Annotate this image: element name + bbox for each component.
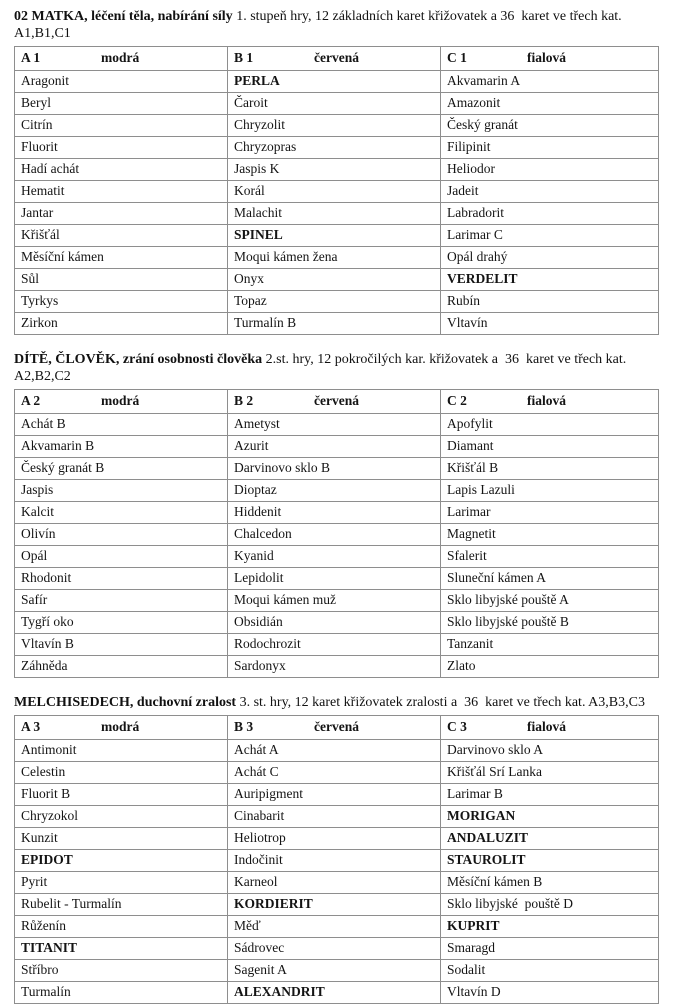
mineral-cell: Měsíční kámen <box>15 247 228 269</box>
mineral-cell: Chalcedon <box>228 524 441 546</box>
mineral-cell: Obsidián <box>228 612 441 634</box>
mineral-cell: Heliodor <box>441 159 659 181</box>
mineral-cell: Rodochrozit <box>228 634 441 656</box>
mineral-cell: Kunzit <box>15 828 228 850</box>
column-header-c2 <box>441 390 659 414</box>
mineral-cell: KORDIERIT <box>228 894 441 916</box>
mineral-cell: SPINEL <box>228 225 441 247</box>
mineral-cell: Moqui kámen žena <box>228 247 441 269</box>
mineral-cell: Sagenit A <box>228 960 441 982</box>
mineral-cell: Záhněda <box>15 656 228 678</box>
mineral-cell: Sardonyx <box>228 656 441 678</box>
mineral-cell: Měsíční kámen B <box>441 872 659 894</box>
mineral-cell: Diamant <box>441 436 659 458</box>
section-dite-clovek <box>14 351 663 678</box>
column-code: C 1 <box>447 50 467 65</box>
column-color: fialová <box>527 50 566 65</box>
mineral-cell: STAUROLIT <box>441 850 659 872</box>
mineral-cell: Sádrovec <box>228 938 441 960</box>
column-color: fialová <box>527 393 566 408</box>
column-color: červená <box>314 719 359 734</box>
category-table-2 <box>14 389 659 678</box>
mineral-cell: Růženín <box>15 916 228 938</box>
mineral-cell: Český granát <box>441 115 659 137</box>
mineral-cell: Hadí achát <box>15 159 228 181</box>
mineral-cell: Lapis Lazuli <box>441 480 659 502</box>
mineral-cell: Jadeit <box>441 181 659 203</box>
category-table-3 <box>14 715 659 1004</box>
mineral-cell: Karneol <box>228 872 441 894</box>
section-title-bold: MELCHISEDECH, duchovní zralost <box>14 695 237 710</box>
column-code: B 2 <box>234 393 254 408</box>
mineral-cell: Křišťál B <box>441 458 659 480</box>
column-color: červená <box>314 50 359 65</box>
table-row <box>15 850 659 872</box>
table-row <box>15 269 659 291</box>
mineral-cell: Safír <box>15 590 228 612</box>
table-row <box>15 203 659 225</box>
mineral-cell: Tyrkys <box>15 291 228 313</box>
table-row <box>15 137 659 159</box>
table-row <box>15 590 659 612</box>
table-row <box>15 916 659 938</box>
mineral-cell: Hematit <box>15 181 228 203</box>
table-row <box>15 436 659 458</box>
mineral-cell: Korál <box>228 181 441 203</box>
mineral-cell: ALEXANDRIT <box>228 982 441 1004</box>
mineral-cell: Sklo libyjské pouště B <box>441 612 659 634</box>
mineral-cell: Jantar <box>15 203 228 225</box>
mineral-cell: Cinabarit <box>228 806 441 828</box>
table-row <box>15 894 659 916</box>
column-color: fialová <box>527 719 566 734</box>
mineral-cell: Ametyst <box>228 414 441 436</box>
mineral-cell: Larimar B <box>441 784 659 806</box>
mineral-cell: Zlato <box>441 656 659 678</box>
mineral-cell: MORIGAN <box>441 806 659 828</box>
mineral-cell: Labradorit <box>441 203 659 225</box>
header-row <box>15 47 659 71</box>
mineral-cell: Akvamarin B <box>15 436 228 458</box>
column-code: A 2 <box>21 393 41 408</box>
table-row <box>15 458 659 480</box>
table-row <box>15 93 659 115</box>
section-title <box>14 694 663 711</box>
mineral-cell: Heliotrop <box>228 828 441 850</box>
mineral-cell: Onyx <box>228 269 441 291</box>
mineral-cell: Turmalín B <box>228 313 441 335</box>
table-row <box>15 806 659 828</box>
mineral-cell: VERDELIT <box>441 269 659 291</box>
column-header-c1 <box>441 47 659 71</box>
mineral-cell: Kyanid <box>228 546 441 568</box>
section-title-bold: DÍTĚ, ČLOVĚK, zrání osobnosti člověka <box>14 352 263 367</box>
section-title-bold: 02 MATKA, léčení těla, nabírání síly <box>14 9 233 24</box>
column-header-b3 <box>228 716 441 740</box>
mineral-cell: Vltavín B <box>15 634 228 656</box>
mineral-cell: Beryl <box>15 93 228 115</box>
mineral-cell: Fluorit B <box>15 784 228 806</box>
mineral-cell: Čaroit <box>228 93 441 115</box>
section-melchisedech <box>14 694 663 1004</box>
table-row <box>15 247 659 269</box>
category-table-1 <box>14 46 659 335</box>
column-color: červená <box>314 393 359 408</box>
table-row <box>15 225 659 247</box>
table-row <box>15 291 659 313</box>
mineral-cell: Rhodonit <box>15 568 228 590</box>
column-header-c3 <box>441 716 659 740</box>
table-row <box>15 313 659 335</box>
mineral-cell: EPIDOT <box>15 850 228 872</box>
section-title <box>14 8 663 42</box>
mineral-cell: Antimonit <box>15 740 228 762</box>
column-color: modrá <box>101 719 140 734</box>
mineral-cell: Pyrit <box>15 872 228 894</box>
column-header-b1 <box>228 47 441 71</box>
mineral-cell: Kalcit <box>15 502 228 524</box>
mineral-cell: Sodalit <box>441 960 659 982</box>
mineral-cell: Darvinovo sklo B <box>228 458 441 480</box>
mineral-cell: Rubín <box>441 291 659 313</box>
table-row <box>15 740 659 762</box>
table-row <box>15 115 659 137</box>
mineral-cell: Turmalín <box>15 982 228 1004</box>
table-row <box>15 546 659 568</box>
section-title <box>14 351 663 385</box>
table-row <box>15 159 659 181</box>
mineral-cell: Tanzanit <box>441 634 659 656</box>
mineral-cell: Achát B <box>15 414 228 436</box>
mineral-cell: Amazonit <box>441 93 659 115</box>
mineral-cell: Zirkon <box>15 313 228 335</box>
mineral-cell: Chryzokol <box>15 806 228 828</box>
table-row <box>15 634 659 656</box>
mineral-cell: Filipinit <box>441 137 659 159</box>
mineral-cell: ANDALUZIT <box>441 828 659 850</box>
table-row <box>15 480 659 502</box>
mineral-cell: Azurit <box>228 436 441 458</box>
mineral-cell: Křišťál Srí Lanka <box>441 762 659 784</box>
mineral-cell: Apofylit <box>441 414 659 436</box>
table-row <box>15 762 659 784</box>
column-code: B 1 <box>234 50 254 65</box>
column-code: B 3 <box>234 719 254 734</box>
mineral-cell: Rubelit - Turmalín <box>15 894 228 916</box>
table-row <box>15 656 659 678</box>
section-title-rest: 3. st. hry, 12 karet křižovatek zralosti a 36 karet ve třech kat. A3,B3,C3 <box>236 695 645 710</box>
section-matka <box>14 8 663 335</box>
mineral-cell: Sklo libyjské pouště D <box>441 894 659 916</box>
column-color: modrá <box>101 50 140 65</box>
mineral-cell: Darvinovo sklo A <box>441 740 659 762</box>
mineral-cell: Dioptaz <box>228 480 441 502</box>
header-row <box>15 390 659 414</box>
mineral-cell: Český granát B <box>15 458 228 480</box>
mineral-cell: Larimar C <box>441 225 659 247</box>
mineral-cell: PERLA <box>228 71 441 93</box>
column-code: A 1 <box>21 50 41 65</box>
mineral-cell: KUPRIT <box>441 916 659 938</box>
table-row <box>15 502 659 524</box>
mineral-cell: Stříbro <box>15 960 228 982</box>
section-title-rest: 2.st. hry, 12 pokročilých kar. křižovatek a 36 karet ve třech kat. A2,B2,C2 <box>14 352 630 384</box>
column-header-a2 <box>15 390 228 414</box>
mineral-cell: TITANIT <box>15 938 228 960</box>
mineral-cell: Smaragd <box>441 938 659 960</box>
mineral-cell: Sluneční kámen A <box>441 568 659 590</box>
table-row <box>15 960 659 982</box>
mineral-cell: Topaz <box>228 291 441 313</box>
column-color: modrá <box>101 393 140 408</box>
mineral-cell: Achát C <box>228 762 441 784</box>
table-row <box>15 414 659 436</box>
mineral-cell: Sklo libyjské pouště A <box>441 590 659 612</box>
mineral-cell: Jaspis <box>15 480 228 502</box>
mineral-cell: Sůl <box>15 269 228 291</box>
mineral-cell: Fluorit <box>15 137 228 159</box>
mineral-cell: Tygří oko <box>15 612 228 634</box>
table-row <box>15 938 659 960</box>
mineral-cell: Vltavín D <box>441 982 659 1004</box>
mineral-cell: Hiddenit <box>228 502 441 524</box>
mineral-cell: Měď <box>228 916 441 938</box>
mineral-cell: Opál drahý <box>441 247 659 269</box>
column-header-a3 <box>15 716 228 740</box>
mineral-cell: Opál <box>15 546 228 568</box>
column-header-b2 <box>228 390 441 414</box>
mineral-cell: Lepidolit <box>228 568 441 590</box>
mineral-cell: Chryzopras <box>228 137 441 159</box>
column-code: C 2 <box>447 393 467 408</box>
mineral-cell: Citrín <box>15 115 228 137</box>
column-header-a1 <box>15 47 228 71</box>
table-row <box>15 872 659 894</box>
table-row <box>15 71 659 93</box>
mineral-cell: Sfalerit <box>441 546 659 568</box>
mineral-cell: Moqui kámen muž <box>228 590 441 612</box>
mineral-cell: Malachit <box>228 203 441 225</box>
table-row <box>15 568 659 590</box>
table-row <box>15 612 659 634</box>
mineral-cell: Aragonit <box>15 71 228 93</box>
mineral-cell: Auripigment <box>228 784 441 806</box>
section-title-rest: 1. stupeň hry, 12 základních karet křižovatek a 36 karet ve třech kat. A1,B1,C1 <box>14 9 625 41</box>
mineral-cell: Indočinit <box>228 850 441 872</box>
mineral-cell: Jaspis K <box>228 159 441 181</box>
mineral-cell: Larimar <box>441 502 659 524</box>
table-row <box>15 982 659 1004</box>
table-row <box>15 524 659 546</box>
mineral-cell: Achát A <box>228 740 441 762</box>
mineral-cell: Akvamarin A <box>441 71 659 93</box>
table-row <box>15 828 659 850</box>
mineral-cell: Chryzolit <box>228 115 441 137</box>
mineral-cell: Křišťál <box>15 225 228 247</box>
header-row <box>15 716 659 740</box>
column-code: C 3 <box>447 719 467 734</box>
table-row <box>15 181 659 203</box>
column-code: A 3 <box>21 719 41 734</box>
mineral-cell: Magnetit <box>441 524 659 546</box>
mineral-cell: Olivín <box>15 524 228 546</box>
mineral-cell: Celestin <box>15 762 228 784</box>
table-row <box>15 784 659 806</box>
mineral-cell: Vltavín <box>441 313 659 335</box>
